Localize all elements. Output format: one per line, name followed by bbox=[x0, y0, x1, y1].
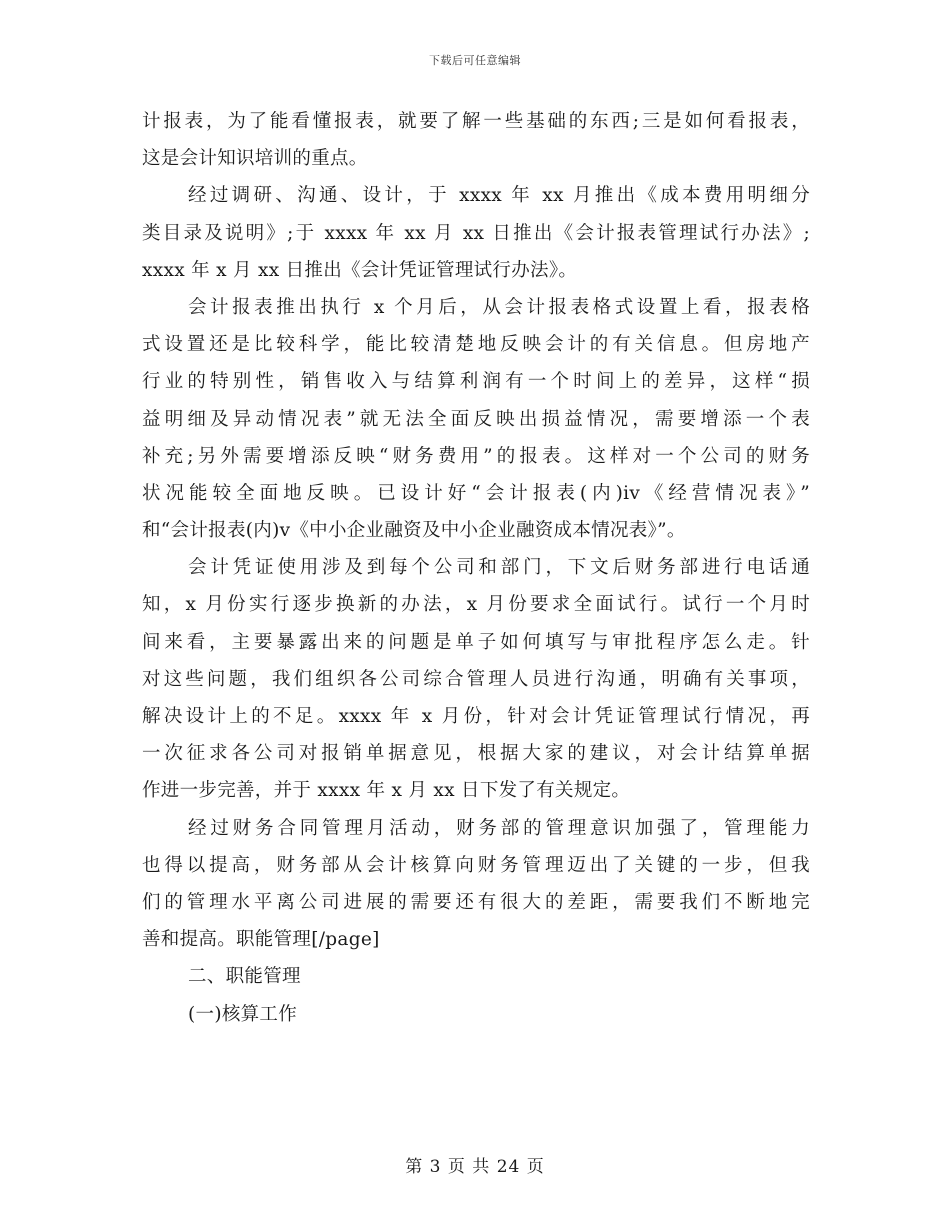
text-line: 会计凭证使用涉及到每个公司和部门，下文后财务部进行电话通 bbox=[188, 557, 810, 579]
section-heading: 二、职能管理 bbox=[188, 966, 301, 988]
text-line: 经过财务合同管理月活动，财务部的管理意识加强了，管理能力 bbox=[188, 817, 810, 839]
text-line: 们的管理水平离公司进展的需要还有很大的差距，需要我们不断地完 bbox=[142, 891, 810, 913]
text-line: 间来看，主要暴露出来的问题是单子如何填写与审批程序怎么走。针 bbox=[142, 631, 810, 653]
text-line: 补充;另外需要增添反映“财务费用”的报表。这样对一个公司的财务 bbox=[142, 445, 810, 467]
subsection-heading: (一)核算工作 bbox=[188, 1003, 298, 1025]
text-line: 益明细及异动情况表”就无法全面反映出损益情况，需要增添一个表 bbox=[142, 408, 810, 430]
text-line: 作进一步完善，并于 xxxx 年 x 月 xx 日下发了有关规定。 bbox=[142, 780, 631, 802]
text-line: 式设置还是比较科学，能比较清楚地反映会计的有关信息。但房地产 bbox=[142, 334, 810, 356]
text-line: 类目录及说明》;于 xxxx 年 xx 月 xx 日推出《会计报表管理试行办法》; bbox=[142, 222, 810, 244]
document-body bbox=[142, 103, 810, 1033]
page-number: 第 3 页 共 24 页 bbox=[405, 1157, 545, 1177]
text-line: 对这些问题，我们组织各公司综合管理人员进行沟通，明确有关事项， bbox=[142, 668, 810, 690]
text-line: 状况能较全面地反映。已设计好“会计报表(内)iv《经营情况表》” bbox=[142, 482, 810, 504]
text-line: 会计报表推出执行 x 个月后，从会计报表格式设置上看，报表格 bbox=[188, 296, 810, 318]
text-line: 这是会计知识培训的重点。 bbox=[142, 148, 368, 170]
text-line: 经过调研、沟通、设计，于 xxxx 年 xx 月推出《成本费用明细分 bbox=[188, 185, 810, 207]
page-header: 下载后可任意编辑 bbox=[429, 54, 521, 67]
text-line: 解决设计上的不足。xxxx 年 x 月份，针对会计凭证管理试行情况，再 bbox=[142, 706, 810, 727]
text-line: 计报表，为了能看懂报表，就要了解一些基础的东西;三是如何看报表， bbox=[142, 111, 810, 132]
text-line: 一次征求各公司对报销单据意见，根据大家的建议，对会计结算单据 bbox=[142, 743, 810, 765]
text-line: 行业的特别性，销售收入与结算利润有一个时间上的差异，这样“损 bbox=[142, 371, 810, 393]
text-line: 也得以提高，财务部从会计核算向财务管理迈出了关键的一步，但我 bbox=[142, 854, 810, 876]
text-line: 和“会计报表(内)v《中小企业融资及中小企业融资成本情况表》”。 bbox=[142, 520, 686, 542]
text-line: xxxx 年 x 月 xx 日推出《会计凭证管理试行办法》。 bbox=[142, 259, 578, 281]
text-line: 善和提高。职能管理[/page] bbox=[142, 929, 380, 951]
text-line: 知，x 月份实行逐步换新的办法，x 月份要求全面试行。试行一个月时 bbox=[142, 594, 810, 616]
